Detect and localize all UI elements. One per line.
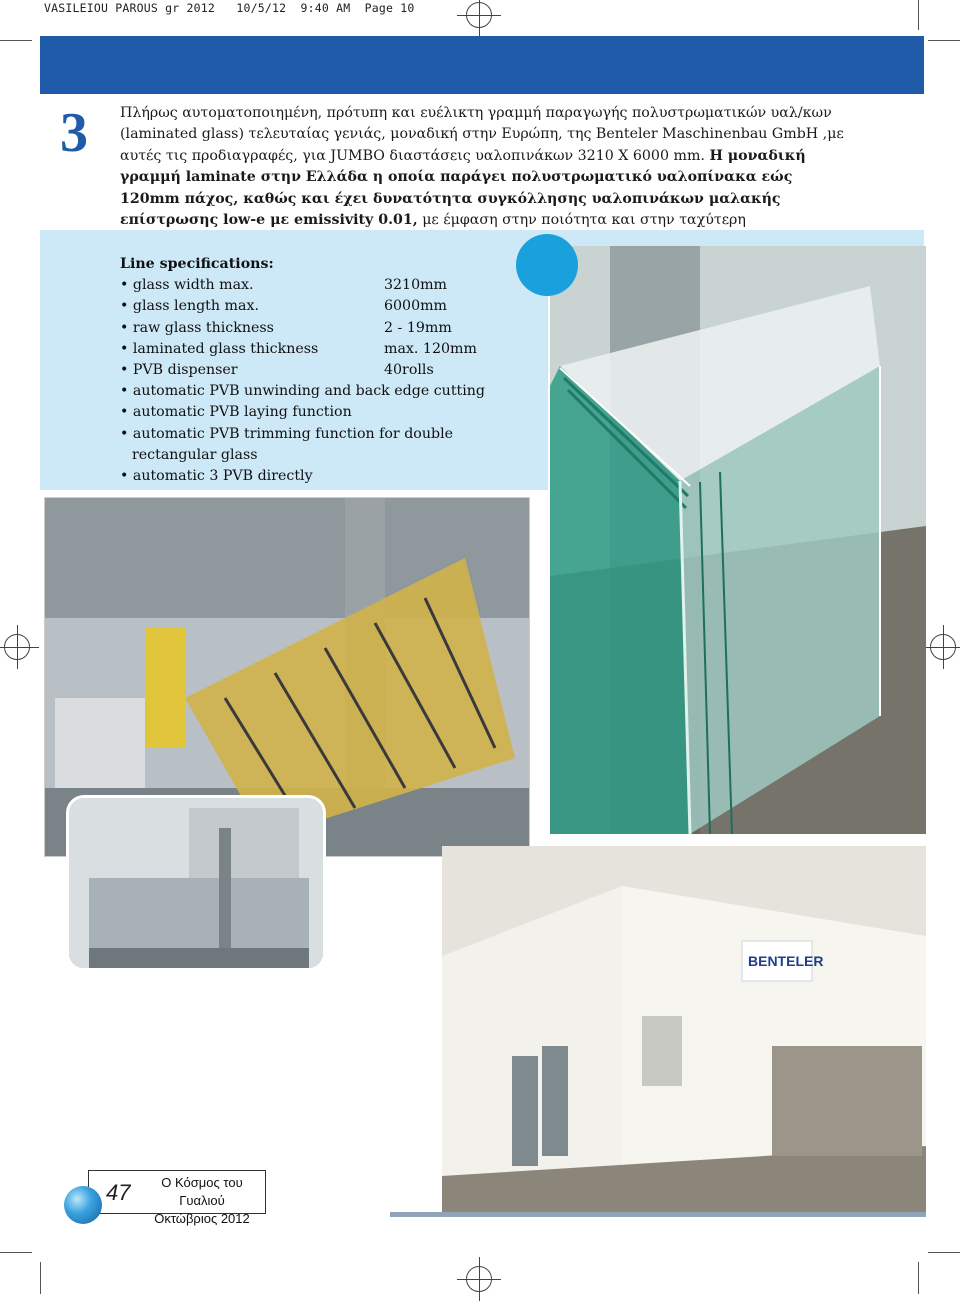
intro-bold: Η μοναδική γραμμή laminate στην Ελλάδα η οποία παράγει πολυστρωματικό υαλοπίνακα εώς 120mm πάχος, καθώς και έχει δυνατότητα συγκόλλησης υαλοπινάκων μαλακής επίστρωσης low-e με emissivity 0.01, bbox=[120, 147, 806, 229]
spec-row bbox=[120, 318, 540, 339]
printer-slug bbox=[44, 0, 414, 16]
slug-time: 9:40 AM bbox=[300, 1, 351, 15]
magazine-title: Ο Κόσμος του Γυαλιού bbox=[161, 1175, 243, 1208]
crop-mark bbox=[928, 1252, 960, 1253]
magazine-issue: Οκτώβριος 2012 bbox=[154, 1211, 250, 1226]
slug-page: Page 10 bbox=[364, 1, 415, 15]
spec-value: max. 120mm bbox=[384, 340, 477, 357]
slug-date: 10/5/12 bbox=[236, 1, 287, 15]
spec-row bbox=[120, 339, 540, 360]
registration-mark bbox=[466, 1266, 492, 1292]
booth-brand-text: BENTELER bbox=[748, 953, 824, 969]
spec-row bbox=[120, 296, 540, 317]
registration-mark bbox=[466, 2, 492, 28]
bottom-rule bbox=[390, 1212, 926, 1217]
line-specifications bbox=[120, 254, 540, 487]
spec-label: • PVB dispenser bbox=[120, 362, 238, 379]
spec-label: • glass width max. bbox=[120, 277, 254, 294]
glass-stack-illustration bbox=[550, 246, 926, 834]
spec-bullet: • automatic 3 PVB directly bbox=[120, 468, 313, 485]
laminated-glass-photo bbox=[550, 246, 926, 834]
page-number: 47 bbox=[106, 1180, 131, 1205]
spec-value: 2 - 19mm bbox=[384, 319, 452, 336]
magazine-info bbox=[140, 1174, 264, 1228]
crop-mark bbox=[928, 40, 960, 41]
plant-illustration bbox=[69, 798, 323, 968]
crop-mark bbox=[0, 40, 32, 41]
globe-icon bbox=[64, 1186, 102, 1224]
spec-value: 3210mm bbox=[384, 277, 448, 294]
clean-room-booth-photo bbox=[442, 846, 926, 1212]
spec-bullet: • automatic PVB unwinding and back edge cutting bbox=[120, 383, 485, 400]
header-color-bar bbox=[40, 36, 924, 94]
article-number: 3 bbox=[60, 102, 88, 164]
spec-row bbox=[120, 360, 540, 381]
spec-value: 6000mm bbox=[384, 298, 448, 315]
specs-heading: Line specifications: bbox=[120, 256, 274, 272]
spec-bullet: • automatic PVB laying function bbox=[120, 404, 352, 421]
crop-mark bbox=[0, 1252, 32, 1253]
crop-mark bbox=[40, 1262, 41, 1294]
booth-illustration bbox=[442, 846, 926, 1212]
spec-label: • laminated glass thickness bbox=[120, 340, 319, 357]
registration-mark bbox=[930, 634, 956, 660]
intro-regular: Πλήρως αυτοματοποιημένη, πρότυπη και ευέλικτη γραμμή παραγωγής πολυστρωματικών υαλ/κων (laminated glass) τελευταίας γενιάς, μοναδική στην Ευρώπη, της Benteler Maschinenbau GmbH ,με αυτές τις προδιαγραφές, για JUMBO διαστάσεις υαλοπινάκων 3210 Χ 6000 mm. bbox=[120, 105, 844, 164]
slug-file: VASILEIOU PAROUS gr 2012 bbox=[44, 1, 215, 15]
spec-row bbox=[120, 275, 540, 296]
spec-value: 40rolls bbox=[384, 362, 434, 379]
crop-mark bbox=[918, 1262, 919, 1294]
registration-mark bbox=[4, 634, 30, 660]
spec-bullet: • automatic PVB trimming function for double bbox=[120, 425, 454, 442]
laminating-plant-photo bbox=[66, 795, 326, 971]
spec-label: • glass length max. bbox=[120, 298, 259, 315]
blue-dot-decoration bbox=[516, 234, 578, 296]
intro-end: με έμφαση στην ποιότητα και στην ταχύτερη bbox=[422, 212, 746, 229]
crop-mark bbox=[918, 0, 919, 30]
spec-label: • raw glass thickness bbox=[120, 319, 274, 336]
spec-bullet-continuation: rectangular glass bbox=[132, 446, 258, 463]
